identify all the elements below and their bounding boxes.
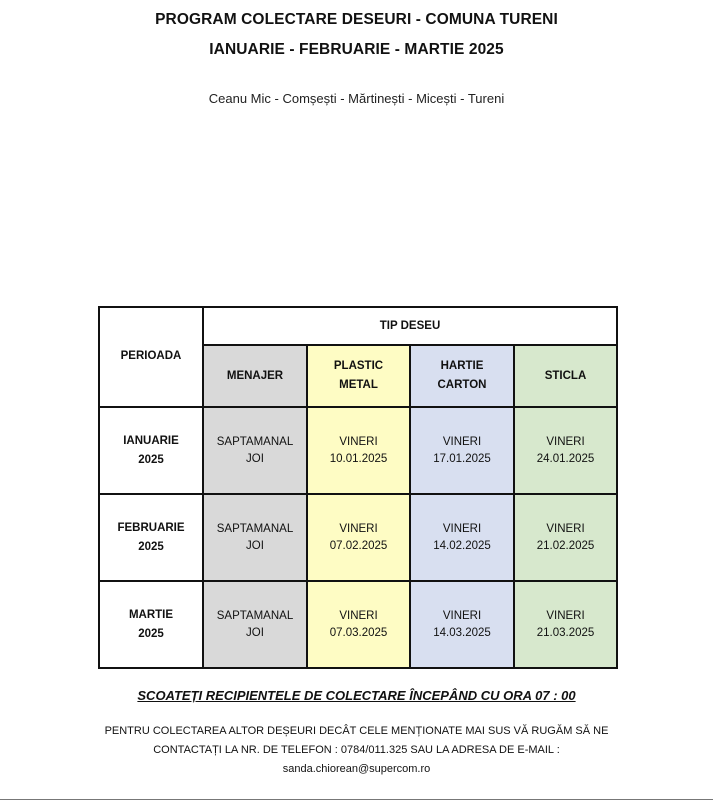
type-label: METAL (339, 379, 378, 391)
schedule-date: 21.02.2025 (536, 539, 595, 552)
schedule-day: VINERI (442, 435, 482, 448)
period-year: 2025 (138, 540, 164, 553)
schedule-day: VINERI (442, 522, 482, 535)
schedule-day: VINERI (339, 435, 378, 448)
period-month: MARTIE (128, 608, 174, 621)
schedule-day: VINERI (339, 522, 378, 535)
type-label: PLASTIC (333, 360, 384, 372)
schedule-cell-sticla (514, 407, 617, 494)
schedule-day: SAPTAMANAL (216, 609, 294, 622)
table-row-februarie (99, 494, 617, 581)
schedule-date: 14.02.2025 (433, 539, 491, 552)
schedule-day: VINERI (442, 609, 482, 622)
schedule-cell-plastic (307, 581, 410, 668)
schedule-cell-sticla (514, 494, 617, 581)
schedule-date: 14.03.2025 (433, 626, 491, 639)
schedule-cell-hartie (410, 581, 514, 668)
type-header-sticla (514, 345, 617, 407)
schedule-date: 10.01.2025 (329, 452, 388, 465)
period-year: 2025 (138, 627, 164, 640)
type-header-menajer (203, 345, 307, 407)
schedule-cell-menajer (203, 581, 307, 668)
schedule-day: SAPTAMANAL (216, 435, 294, 448)
schedule-date: 21.03.2025 (536, 626, 595, 639)
type-label: STICLA (544, 369, 587, 382)
schedule-cell-menajer (203, 494, 307, 581)
schedule-cell-sticla (514, 581, 617, 668)
collection-time-notice: SCOATEȚI RECIPIENTELE DE COLECTARE ÎNCEPÂND CU ORA 07 : 00 (137, 688, 576, 703)
type-header-hartie-carton (410, 345, 514, 407)
contact-email: sanda.chiorean@supercom.ro (282, 763, 431, 775)
page-bottom-divider (0, 799, 713, 800)
schedule-day: SAPTAMANAL (216, 522, 294, 535)
type-header-plastic-metal (307, 345, 410, 407)
schedule-cell-plastic (307, 407, 410, 494)
document-title: PROGRAM COLECTARE DESEURI - COMUNA TURENI (155, 11, 558, 28)
schedule-cell-plastic (307, 494, 410, 581)
villages-list: Ceanu Mic - Comșești - Mărtinești - Micești - Tureni (208, 91, 505, 106)
schedule-day: VINERI (546, 435, 585, 448)
type-label: MENAJER (226, 369, 284, 382)
period-cell (99, 581, 203, 668)
contact-line: PENTRU COLECTAREA ALTOR DEȘEURI DECÂT CELE MENȚIONATE MAI SUS VĂ RUGĂM SĂ NE (104, 725, 609, 737)
period-cell (99, 407, 203, 494)
schedule-cell-hartie (410, 407, 514, 494)
period-header: PERIOADA (99, 307, 203, 407)
schedule-day: VINERI (339, 609, 378, 622)
period-month: FEBRUARIE (117, 521, 185, 534)
contact-line: CONTACTAȚI LA NR. DE TELEFON : 0784/011.325 SAU LA ADRESA DE E-MAIL : (153, 744, 560, 756)
schedule-date: JOI (246, 539, 264, 552)
schedule-cell-hartie (410, 494, 514, 581)
schedule-cell-menajer (203, 407, 307, 494)
period-month: IANUARIE (123, 434, 179, 447)
schedule-day: VINERI (546, 609, 585, 622)
waste-type-header: TIP DESEU (203, 307, 617, 345)
period-year: 2025 (138, 453, 164, 466)
document-subtitle: IANUARIE - FEBRUARIE - MARTIE 2025 (209, 41, 504, 58)
type-label: HARTIE (440, 360, 484, 372)
contact-info (90, 722, 623, 779)
schedule-date: 07.02.2025 (329, 539, 388, 552)
table-row-ianuarie (99, 407, 617, 494)
period-cell (99, 494, 203, 581)
table-row-martie (99, 581, 617, 668)
schedule-date: JOI (246, 452, 264, 465)
type-label: CARTON (437, 379, 487, 391)
schedule-date: 24.01.2025 (536, 452, 595, 465)
schedule-date: 07.03.2025 (329, 626, 388, 639)
schedule-day: VINERI (546, 522, 585, 535)
collection-schedule-table (98, 306, 618, 669)
schedule-date: JOI (246, 626, 264, 639)
schedule-date: 17.01.2025 (433, 452, 491, 465)
